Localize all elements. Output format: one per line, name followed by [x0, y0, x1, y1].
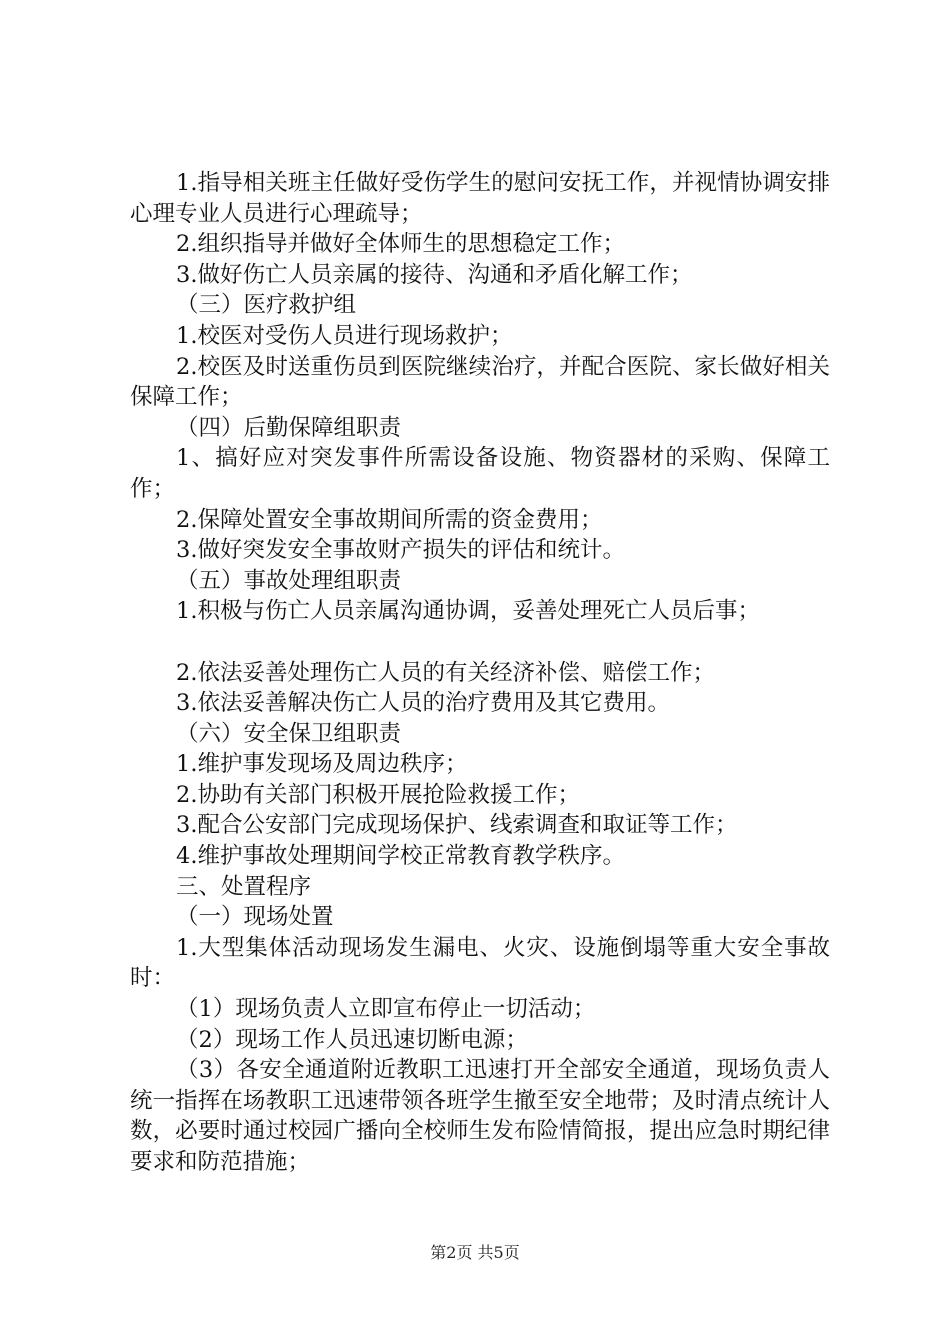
- paragraph: （2）现场工作人员迅速切断电源；: [176, 1026, 528, 1053]
- paragraph: 1.校医对受伤人员进行现场救护；: [176, 322, 513, 349]
- paragraph: （3）各安全通道附近教职工迅速打开全部安全通道，现场负责人统一指挥在场教职工迅速带领各班学生撤至安全地带；及时清点统计人数，必要时通过校园广播向全校师生发布险情简报，提出应急时期纪律要求和防范措施；: [130, 1057, 830, 1175]
- document-body: [130, 168, 830, 1178]
- section-heading: 三、处置程序: [176, 873, 312, 900]
- page-footer: [0, 1243, 950, 1263]
- paragraph: 1.积极与伤亡人员亲属沟通协调，妥善处理死亡人员后事；: [176, 598, 760, 625]
- paragraph: （1）现场负责人立即宣布停止一切活动；: [176, 996, 596, 1023]
- section-heading: （四）后勤保障组职责: [176, 414, 402, 441]
- paragraph: 2.协助有关部门积极开展抢险救援工作；: [176, 781, 580, 808]
- paragraph: 1.指导相关班主任做好受伤学生的慰问安抚工作，并视情协调安排心理专业人员进行心理疏导；: [130, 170, 830, 227]
- paragraph: 2.校医及时送重伤员到医院继续治疗，并配合医院、家长做好相关保障工作；: [130, 353, 830, 411]
- paragraph: 4.维护事故处理期间学校正常教育教学秩序。: [176, 843, 625, 870]
- paragraph: 3.配合公安部门完成现场保护、线索调查和取证等工作；: [176, 812, 738, 839]
- paragraph: 3.做好突发安全事故财产损失的评估和统计。: [176, 537, 625, 564]
- paragraph: 3.做好伤亡人员亲属的接待、沟通和矛盾化解工作；: [176, 261, 693, 288]
- subsection-heading: （一）现场处置: [176, 904, 334, 931]
- paragraph: 3.依法妥善解决伤亡人员的治疗费用及其它费用。: [176, 690, 670, 717]
- paragraph: 2.依法妥善处理伤亡人员的有关经济补偿、赔偿工作；: [176, 659, 715, 686]
- section-heading: （三）医疗救护组: [176, 292, 357, 319]
- paragraph: 2.组织指导并做好全体师生的思想稳定工作；: [176, 231, 625, 258]
- section-heading: （六）安全保卫组职责: [176, 720, 402, 747]
- paragraph: 1.维护事发现场及周边秩序；: [176, 751, 468, 778]
- paragraph: 2.保障处置安全事故期间所需的资金费用；: [176, 506, 603, 533]
- page-number-label: 第2页 共5页: [430, 1243, 520, 1262]
- section-heading: （五）事故处理组职责: [176, 567, 402, 594]
- blank-line: [130, 627, 830, 658]
- paragraph: 1.大型集体活动现场发生漏电、火灾、设施倒塌等重大安全事故时：: [130, 934, 830, 992]
- paragraph: 1、搞好应对突发事件所需设备设施、物资器材的采购、保障工作；: [130, 445, 830, 502]
